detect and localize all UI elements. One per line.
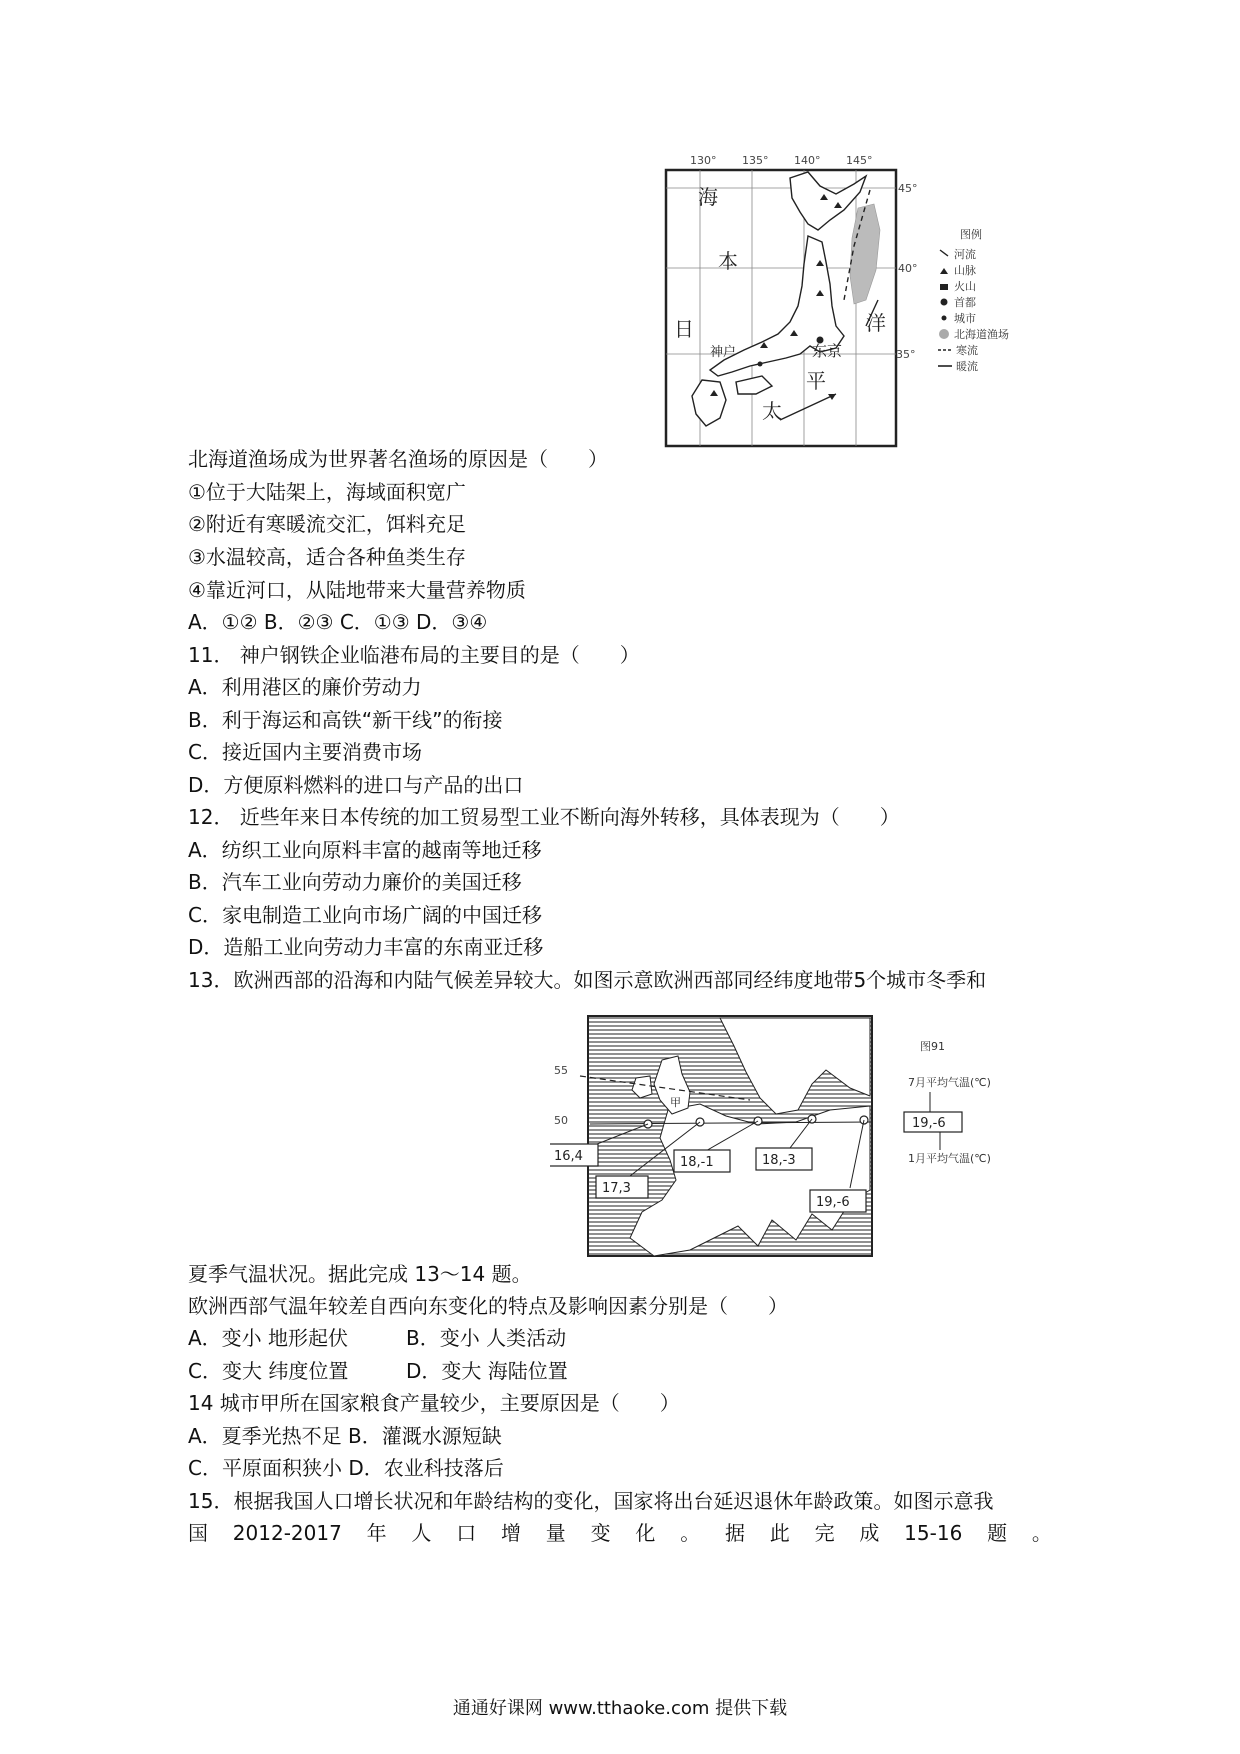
q12-option: A．纺织工业向原料丰富的越南等地迁移 xyxy=(188,838,542,862)
q13-option: A．变小 地形起伏 xyxy=(188,1326,349,1350)
legend-title: 图例 xyxy=(960,228,982,241)
legend-item: 北海道渔场 xyxy=(954,328,1009,341)
city-temp-box: 16,4 xyxy=(554,1149,583,1164)
city-icon xyxy=(942,316,947,321)
sea-char: 海 xyxy=(698,185,718,209)
capital-icon xyxy=(941,299,948,306)
sea-char: 本 xyxy=(718,249,738,273)
q15-word: 此 xyxy=(769,1521,790,1545)
japan-map-svg xyxy=(640,150,1070,460)
city-label-tokyo: 东京 xyxy=(812,342,843,360)
q13-option: C．变大 纬度位置 xyxy=(188,1359,349,1383)
q10-statement: ④靠近河口，从陆地带来大量营养物质 xyxy=(188,578,526,602)
lon-tick: 130° xyxy=(690,154,717,167)
lat-tick: 50 xyxy=(554,1114,568,1127)
q10-statement: ②附近有寒暖流交汇，饵料充足 xyxy=(188,512,466,536)
q15-word: 增 xyxy=(501,1521,521,1545)
q15-line1: 15．根据我国人口增长状况和年龄结构的变化，国家将出台延迟退休年龄政策。如图示意我 xyxy=(188,1489,994,1513)
lat-tick: 35° xyxy=(896,348,916,361)
q14-options: A．夏季光热不足 B．灌溉水源短缺 xyxy=(188,1424,502,1448)
lat-tick: 40° xyxy=(898,262,918,275)
q10-statement: ①位于大陆架上，海域面积宽广 xyxy=(188,480,466,504)
fig-label: 图91 xyxy=(920,1040,945,1053)
q10-options: A．①② B．②③ C．①③ D．③④ xyxy=(188,610,488,634)
ocean-char: 太 xyxy=(762,399,782,423)
q15-word: 年 xyxy=(366,1521,387,1545)
river-icon xyxy=(940,250,948,256)
legend-item: 城市 xyxy=(954,312,976,325)
q12-option: C．家电制造工业向市场广阔的中国迁移 xyxy=(188,903,542,927)
legend-item: 山脉 xyxy=(954,264,976,277)
q12-option: B．汽车工业向劳动力廉价的美国迁移 xyxy=(188,870,522,894)
q15-word: 15-16 xyxy=(904,1521,963,1545)
legend-january: 1月平均气温(℃) xyxy=(908,1152,991,1165)
q15-word: 人 xyxy=(411,1521,432,1545)
mountain-icon xyxy=(940,268,948,274)
fishery-icon xyxy=(939,329,949,339)
q13-intro-cont: 夏季气温状况。据此完成 13～14 题。 xyxy=(188,1262,532,1286)
q15-word: 题 xyxy=(987,1521,1008,1545)
q15-word: 化 xyxy=(635,1521,656,1545)
q15-word: 国 xyxy=(188,1521,208,1545)
q15-word: 完 xyxy=(814,1521,835,1545)
q11-option: B．利于海运和高铁“新干线”的衔接 xyxy=(188,708,503,732)
q13-intro: 13．欧洲西部的沿海和内陆气候差异较大。如图示意欧洲西部同经纬度地带5个城市冬季和 xyxy=(188,968,987,992)
city-temp-box: 18,-1 xyxy=(680,1155,714,1170)
q15-word: 量 xyxy=(545,1521,566,1545)
lat-tick: 55 xyxy=(554,1064,568,1077)
q15-word: 。 xyxy=(1031,1521,1052,1545)
city-temp-box: 18,-3 xyxy=(762,1153,796,1168)
ocean-char: 平 xyxy=(806,369,826,393)
city-temp-box: 17,3 xyxy=(602,1181,631,1196)
legend-july: 7月平均气温(℃) xyxy=(908,1076,991,1089)
city-label-kobe: 神户 xyxy=(710,345,737,360)
q15-word: 据 xyxy=(724,1521,745,1545)
europe-map-svg xyxy=(550,1000,1110,1262)
q11-option: D．方便原料燃料的进口与产品的出口 xyxy=(188,773,524,797)
q11-option: A．利用港区的廉价劳动力 xyxy=(188,675,422,699)
q11-stem: 11． 神户钢铁企业临港布局的主要目的是（ ） xyxy=(188,643,640,667)
page-footer: 通通好课网 www.tthaoke.com 提供下载 xyxy=(452,1698,788,1719)
q15-word: 2012-2017 xyxy=(232,1521,342,1545)
legend-item: 寒流 xyxy=(956,344,978,357)
legend-item: 暖流 xyxy=(956,360,978,373)
q15-word: 成 xyxy=(859,1521,880,1545)
q15-line2 xyxy=(188,1521,1052,1545)
ocean-char: 洋 xyxy=(866,311,886,335)
q12-option: D．造船工业向劳动力丰富的东南亚迁移 xyxy=(188,935,544,959)
lon-tick: 140° xyxy=(794,154,821,167)
q14-options: C．平原面积狭小 D．农业科技落后 xyxy=(188,1456,504,1480)
q15-word: 变 xyxy=(590,1521,611,1545)
city-kobe-icon xyxy=(758,362,763,367)
legend-item: 河流 xyxy=(954,248,976,261)
q15-word: 。 xyxy=(680,1521,701,1545)
volcano-icon xyxy=(940,284,948,290)
q12-stem: 12． 近些年来日本传统的加工贸易型工业不断向海外转移，具体表现为（ ） xyxy=(188,805,900,829)
q14-stem: 14 城市甲所在国家粮食产量较少，主要原因是（ ） xyxy=(188,1391,680,1415)
q11-option: C．接近国内主要消费市场 xyxy=(188,740,422,764)
q15-word: 口 xyxy=(456,1521,477,1545)
q13-option: D．变大 海陆位置 xyxy=(406,1359,568,1383)
city-marker-jia: 甲 xyxy=(670,1096,681,1109)
q13-option: B．变小 人类活动 xyxy=(406,1326,567,1350)
q10-stem: 北海道渔场成为世界著名渔场的原因是（ ） xyxy=(188,447,608,471)
legend-box-value: 19,-6 xyxy=(912,1116,946,1131)
city-temp-box: 19,-6 xyxy=(816,1195,850,1210)
japan-map-figure xyxy=(640,150,1070,460)
europe-map-figure xyxy=(550,1000,1110,1262)
lat-tick: 45° xyxy=(898,182,918,195)
lon-tick: 145° xyxy=(846,154,873,167)
sea-char: 日 xyxy=(674,317,694,341)
legend-item: 火山 xyxy=(954,280,976,293)
q10-statement: ③水温较高，适合各种鱼类生存 xyxy=(188,545,466,569)
lon-tick: 135° xyxy=(742,154,769,167)
q13-stem: 欧洲西部气温年较差自西向东变化的特点及影响因素分别是（ ） xyxy=(188,1294,788,1318)
legend-item: 首都 xyxy=(954,296,976,309)
